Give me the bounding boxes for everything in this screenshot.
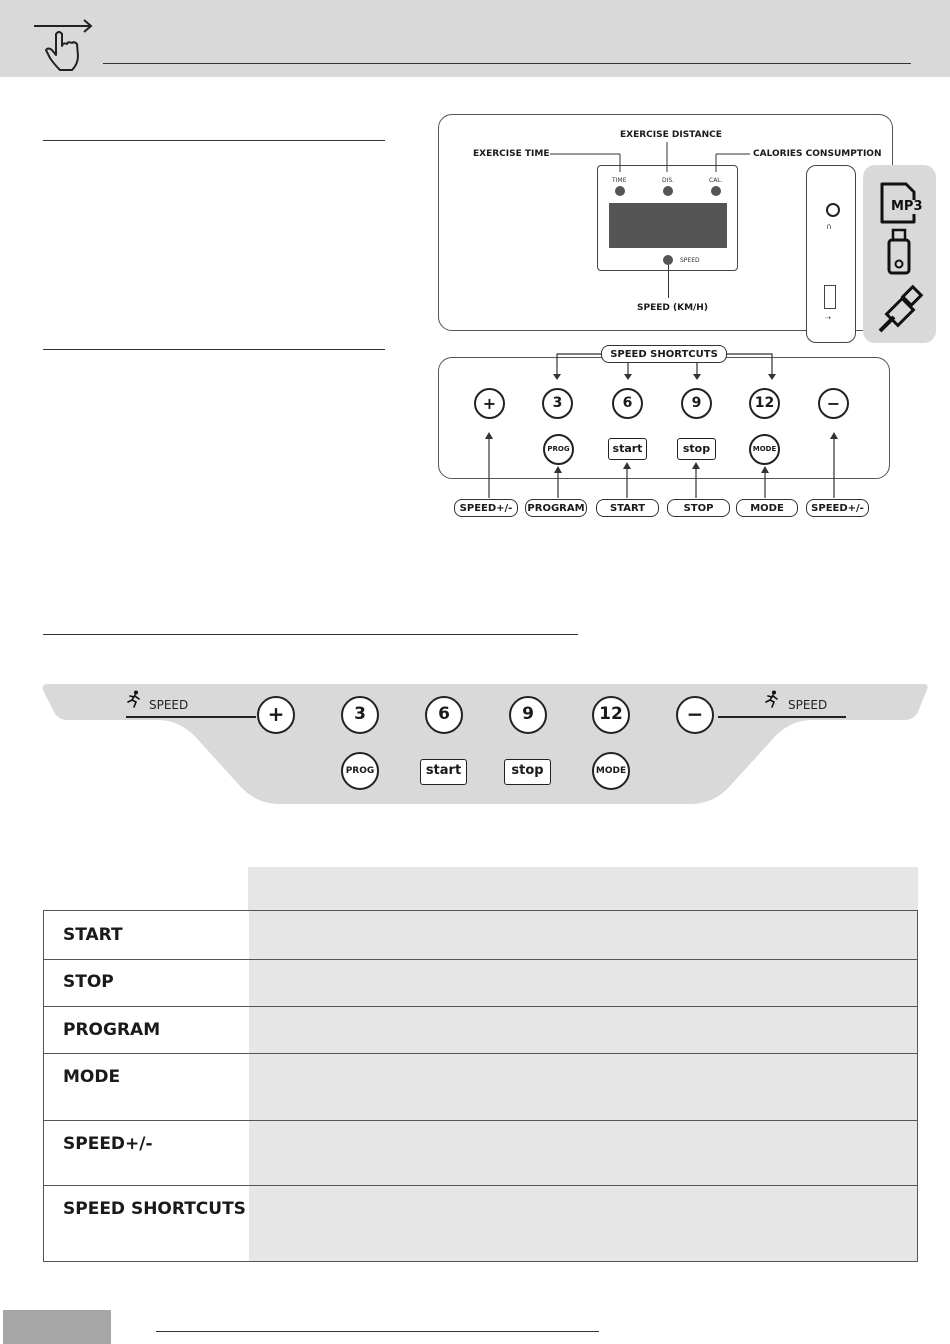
table-row-mode: MODE [63,1067,121,1087]
section-rule-2 [43,349,385,350]
speed-shortcuts-label: SPEED SHORTCUTS [601,345,727,363]
table-row [44,1186,917,1261]
table-desc-cell [249,1121,917,1185]
usb-cable-icon [876,283,928,335]
headphone-icon: ∩ [826,222,832,231]
diagram-shortcut-12-button: 12 [749,388,780,419]
table-row [44,960,917,1007]
table-header-cell [248,867,918,910]
table-row [44,1054,917,1121]
console-shortcut-12-button[interactable]: 12 [592,696,630,734]
start-label: START [596,499,659,517]
mode-label: MODE [736,499,798,517]
footer-rule [156,1331,599,1332]
calories-consumption-label: CALORIES CONSUMPTION [753,149,882,159]
section-rule-1 [43,140,385,141]
speed-led-label: SPEED [680,257,700,264]
diagram-shortcut-6-button: 6 [612,388,643,419]
console-start-button[interactable]: start [420,759,467,785]
diagram-stop-button: stop [677,438,716,460]
table-row [44,1121,917,1186]
diagram-minus-button: − [818,388,849,419]
table-desc-cell [249,911,917,959]
console-shortcut-3-button[interactable]: 3 [341,696,379,734]
table-row-stop: STOP [63,972,114,992]
table-desc-cell [249,960,917,1006]
table-row-program: PROGRAM [63,1020,161,1040]
hand-pointer-icon [32,12,98,72]
console-speed-rule-right [718,716,846,718]
console-plus-button[interactable]: + [257,696,295,734]
exercise-time-label: EXERCISE TIME [473,149,550,159]
speed-plus-minus-label-left: SPEED+/- [454,499,518,517]
media-port-strip [806,165,856,343]
runner-icon-left [126,690,142,708]
console-prog-button[interactable]: PROG [341,752,379,790]
header-rule [103,63,911,64]
speed-kmh-label: SPEED (KM/H) [637,303,708,313]
console-shortcut-9-button[interactable]: 9 [509,696,547,734]
diagram-plus-button: + [474,388,505,419]
cal-led-label: CAL. [709,177,723,184]
speed-led [663,255,673,265]
usb-stick-icon [886,228,912,276]
table-desc-cell [249,1054,917,1120]
diagram-prog-button: PROG [543,434,574,465]
console-minus-button[interactable]: − [676,696,714,734]
mp3-label: MP3 [891,199,923,214]
console-stop-button[interactable]: stop [504,759,551,785]
speed-plus-minus-label-right: SPEED+/- [806,499,869,517]
diagram-shortcut-9-button: 9 [681,388,712,419]
usb-symbol-icon: ⇢ [825,314,831,322]
table-row [44,1007,917,1054]
dis-led [663,186,673,196]
audio-jack[interactable] [826,203,840,217]
program-label: PROGRAM [525,499,587,517]
cal-led [711,186,721,196]
diagram-mode-button: MODE [749,434,780,465]
speed-shortcut-arrows [540,345,790,385]
console-mode-button[interactable]: MODE [592,752,630,790]
time-led-label: TIME [612,177,627,184]
table-row-start: START [63,925,123,945]
function-label-arrows [470,425,860,503]
table-row-speed-shortcuts: SPEED SHORTCUTS [63,1199,246,1219]
dis-led-label: DIS. [662,177,675,184]
console-speed-rule-left [126,716,256,718]
page-header [0,0,950,77]
usb-port[interactable] [824,285,836,309]
diagram-shortcut-3-button: 3 [542,388,573,419]
diagram-start-button: start [608,438,647,460]
footer-page-tab [3,1310,111,1344]
runner-icon-right [764,690,780,708]
speed-leader-line [668,265,669,298]
console-shortcut-6-button[interactable]: 6 [425,696,463,734]
table-desc-cell [249,1007,917,1053]
console-speed-label-left: SPEED [149,698,189,712]
function-table [43,910,918,1262]
table-row-speed: SPEED+/- [63,1134,153,1154]
lcd-screen [609,203,727,248]
time-led [615,186,625,196]
exercise-distance-label: EXERCISE DISTANCE [620,130,722,140]
section-rule-3 [43,634,578,635]
table-desc-cell [249,1186,917,1261]
table-row [44,911,917,960]
stop-label: STOP [667,499,730,517]
console-speed-label-right: SPEED [788,698,828,712]
